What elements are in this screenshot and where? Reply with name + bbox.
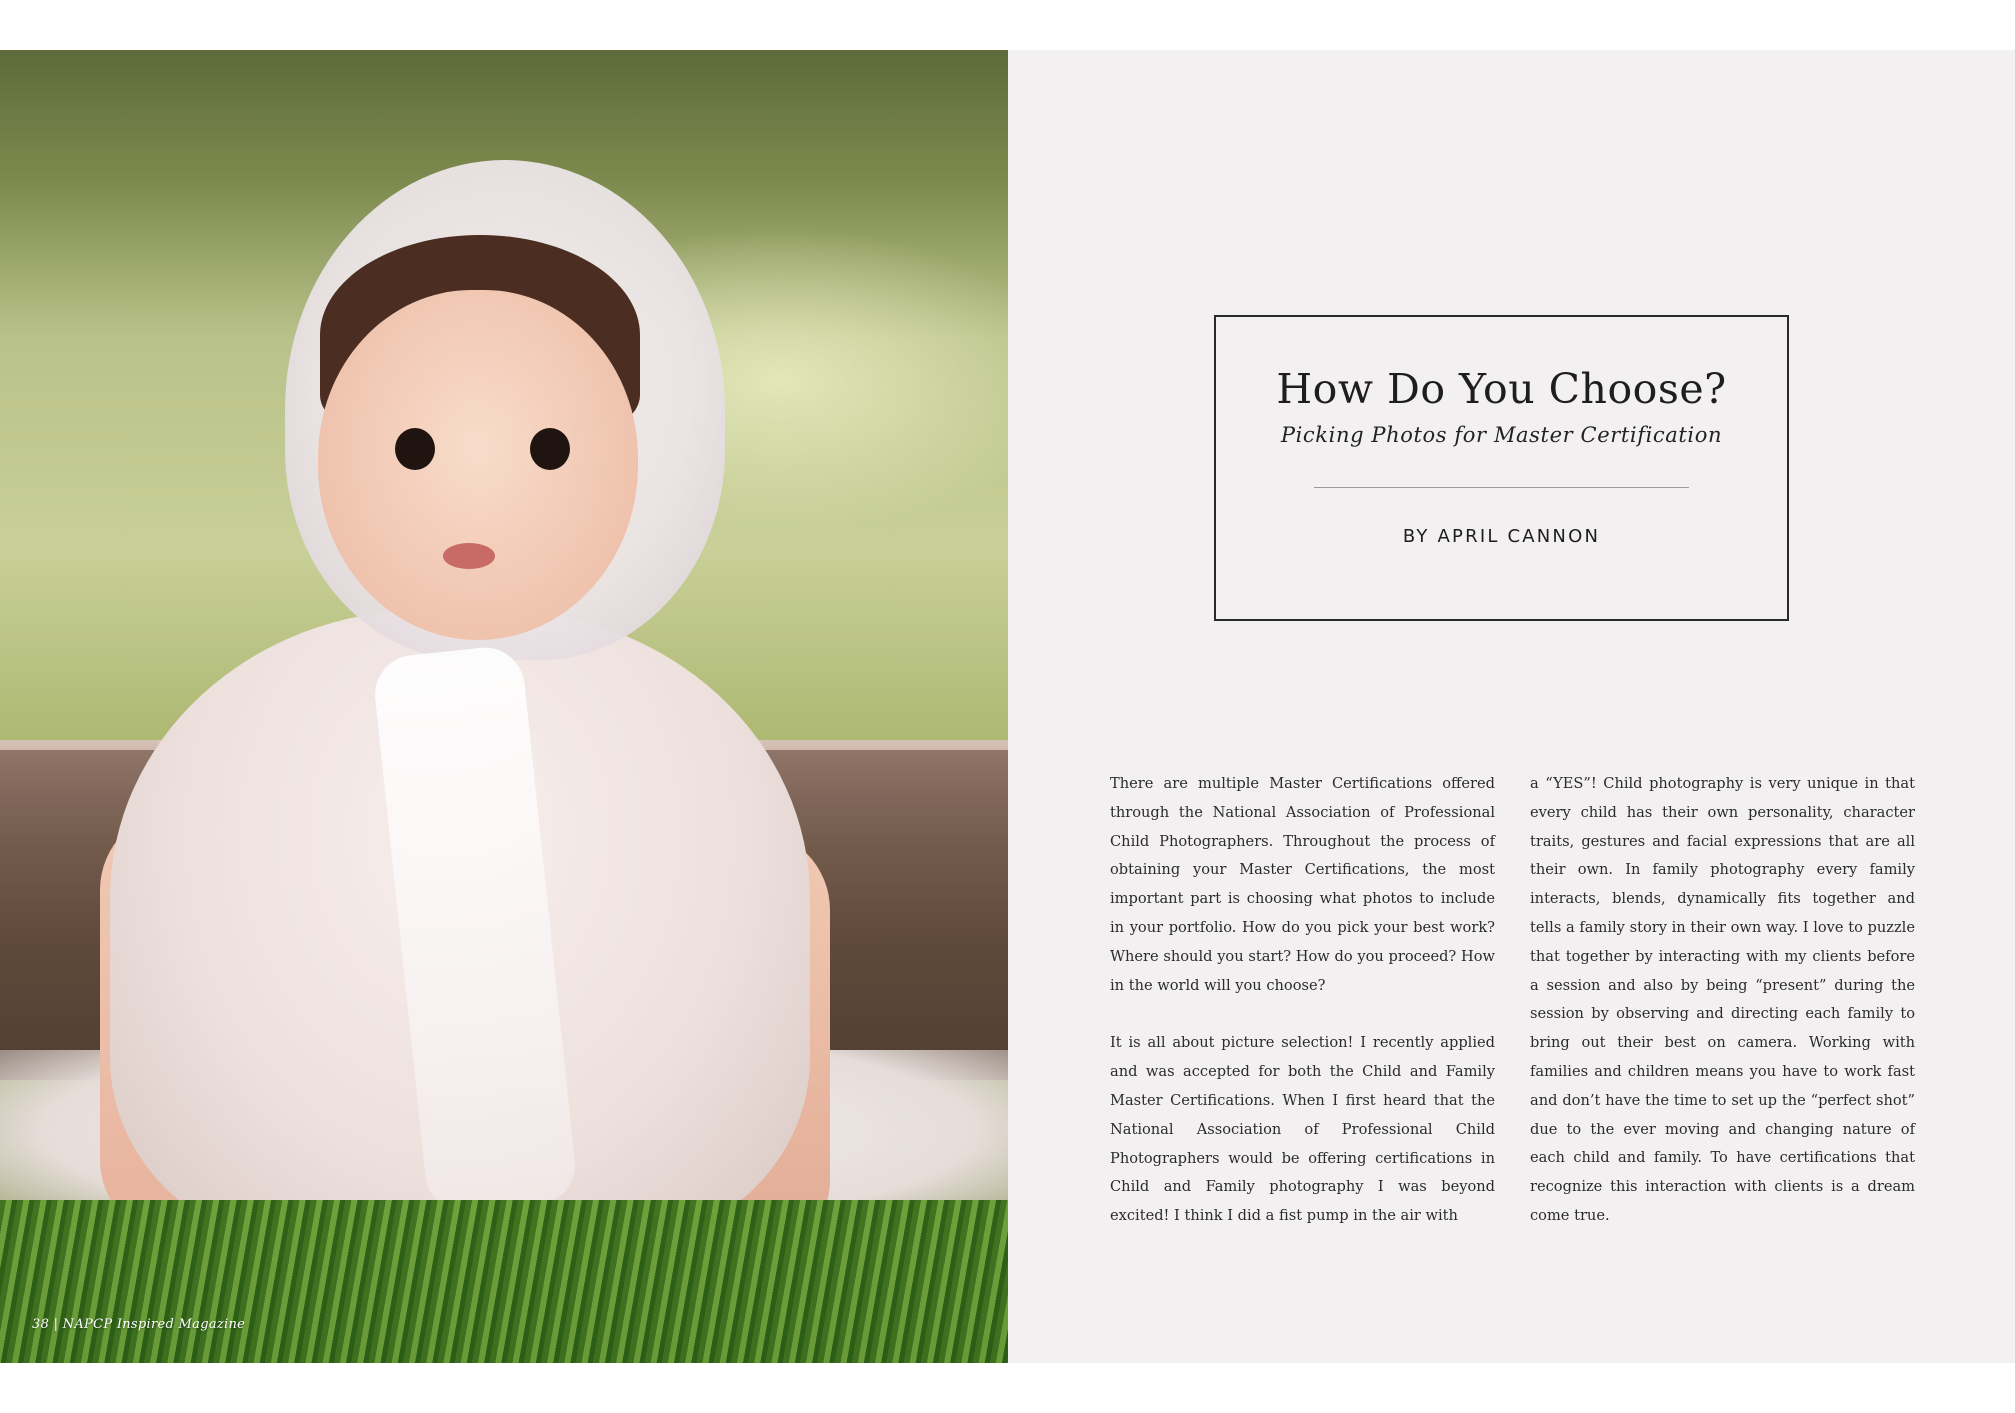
article-byline: BY APRIL CANNON bbox=[1402, 526, 1601, 547]
baby-mouth bbox=[443, 543, 495, 569]
page-folio: 38 | NAPCP Inspired Magazine bbox=[32, 1317, 246, 1332]
article-column-left bbox=[1110, 770, 1495, 1260]
title-divider bbox=[1314, 487, 1689, 488]
paragraph: It is all about picture selection! I recently applied and was accepted for both the Child and Family Master Certifications. When I first heard that the National Association of Professional Child Photographers would be offering certifications in Child and Family photography I was beyond excited! I think I did a fist pump in the air with bbox=[1110, 1034, 1495, 1225]
baby-face bbox=[318, 290, 638, 640]
article-title: How Do You Choose? bbox=[1276, 365, 1727, 413]
magazine-spread bbox=[0, 50, 2015, 1363]
grass-foreground bbox=[0, 1200, 1008, 1363]
baby-left-eye bbox=[395, 428, 435, 470]
article-page bbox=[1008, 50, 2015, 1363]
baby-portrait-photo bbox=[0, 50, 1008, 1363]
paragraph: a “YES”! Child photography is very unique in that every child has their own personality, character traits, gestures and facial expressions that are all their own. In family photography every family interacts, blends, dynamically fits together and tells a family story in their own way. I love to puzzle that together by interacting with my clients before a session and also by being “present” during the session by observing and directing each family to bring out their best on camera. Working with families and children means you have to work fast and don’t have the time to set up the “perfect shot” due to the ever moving and changing nature of each child and family. To have certifications that recognize this interaction with clients is a dream come true. bbox=[1530, 775, 1915, 1224]
paragraph: There are multiple Master Certifications offered through the National Association of Professional Child Photographers. Throughout the process of obtaining your Master Certifications, the most important part is choosing what photos to include in your portfolio. How do you pick your best work? Where should you start? How do you proceed? How in the world will you choose? bbox=[1110, 775, 1495, 994]
article-column-right bbox=[1530, 770, 1915, 1260]
title-box bbox=[1214, 315, 1789, 621]
baby-right-eye bbox=[530, 428, 570, 470]
article-subtitle: Picking Photos for Master Certification bbox=[1280, 423, 1723, 447]
